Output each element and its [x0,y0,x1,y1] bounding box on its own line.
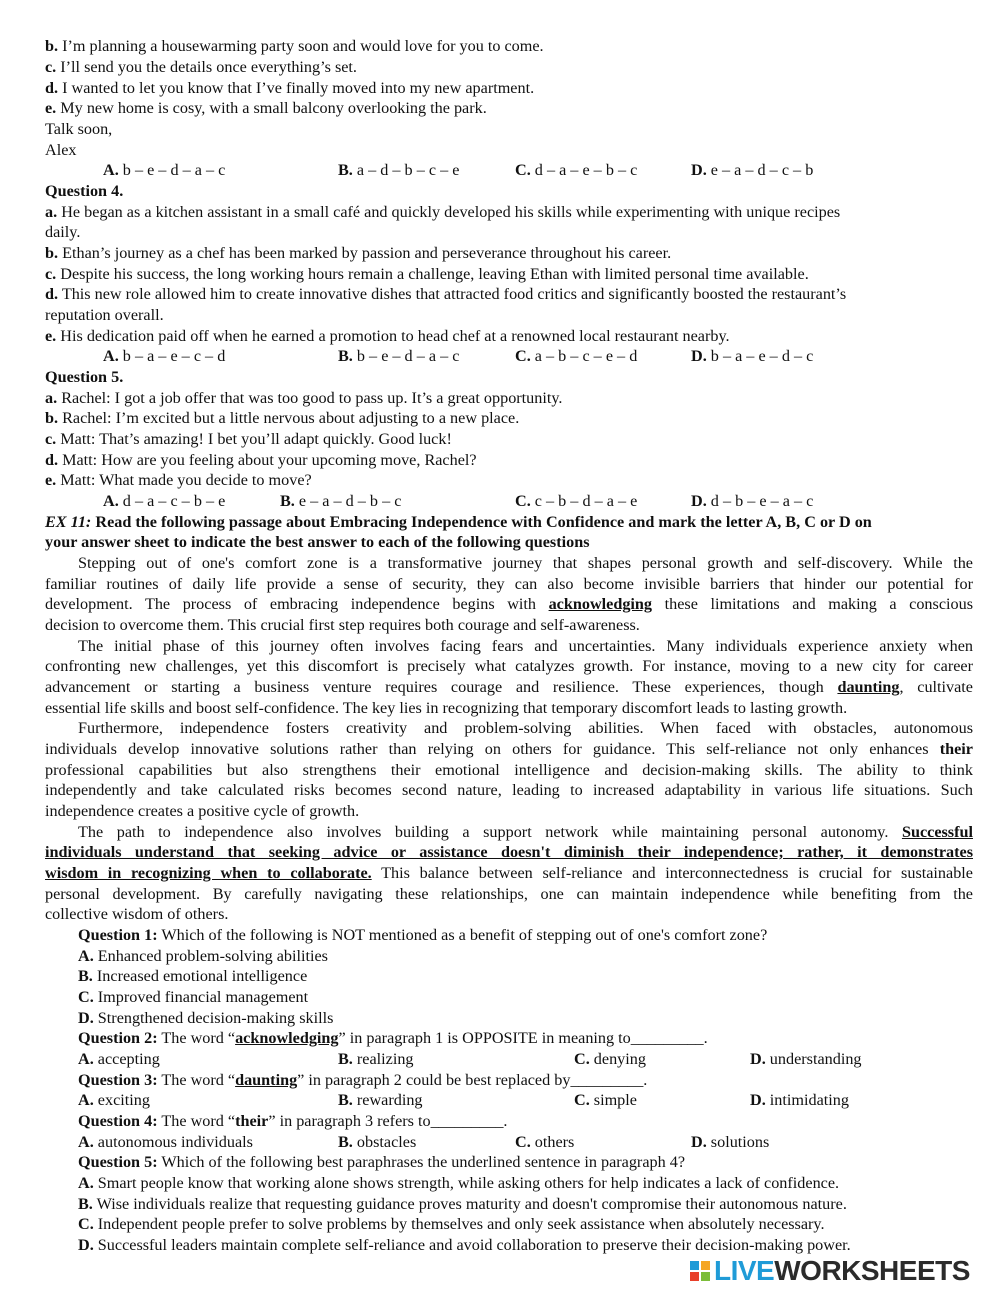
q4-line-d-cont: reputation overall. [45,306,164,324]
q4-line-b: b. Ethan’s journey as a chef has been marked by passion and perseverance throughout his career. [45,244,672,262]
q5-passage-option-d[interactable]: D. Successful leaders maintain complete self-reliance and avoid collaboration to preserve their decision-making power. [78,1236,851,1254]
passage-p3-line2: individuals develop innovative solutions rather than relying on others for guidance. This self-reliance not only enhances their [45,740,973,758]
liveworksheets-wordmark: LIVEWORKSHEETS [714,1255,970,1286]
q5-line-e: e. Matt: What made you decide to move? [45,471,312,489]
q4-option-a[interactable]: A. b – a – e – c – d [103,347,226,365]
bold-their: their [939,740,973,758]
q3-line-b: b. I’m planning a housewarming party soon and would love for you to come. [45,37,544,55]
q4-line-c: c. Despite his success, the long working hours remain a challenge, leaving Ethan with limited personal time available. [45,265,809,283]
q4-line-a: a. He began as a kitchen assistant in a small café and quickly developed his skills while experimenting with unique recipes [45,203,841,221]
q5-title: Question 5. [45,368,124,386]
passage-p3-line5: independence creates a positive cycle of growth. [45,802,360,820]
passage-p4-line1: The path to independence also involves building a support network while maintaining personal autonomy. Successful [78,823,973,841]
q4-passage-option-c[interactable]: C. others [515,1133,575,1151]
question-5: Question 5: Which of the following best paraphrases the underlined sentence in paragraph 4? [78,1153,686,1171]
q1-option-d[interactable]: D. Strengthened decision-making skills [78,1009,334,1027]
q1-option-b[interactable]: B. Increased emotional intelligence [78,967,308,985]
q1-option-c[interactable]: C. Improved financial management [78,988,309,1006]
q4-line-a-cont: daily. [45,223,81,241]
passage-p1-line1: Stepping out of one's comfort zone is a transformative journey that shapes personal growth and self-discovery. While the [78,554,973,572]
passage-p4-line4: personal development. By carefully navigating these relationships, one can maintain independence while benefiting from the [45,885,973,903]
q5-option-b[interactable]: B. e – a – d – b – c [280,492,402,510]
q5-line-c: c. Matt: That’s amazing! I bet you’ll adapt quickly. Good luck! [45,430,452,448]
q3-passage-option-d[interactable]: D. intimidating [750,1091,849,1109]
question-1: Question 1: Which of the following is NOT mentioned as a benefit of stepping out of one's comfort zone? [78,926,768,944]
q5-option-a[interactable]: A. d – a – c – b – e [103,492,226,510]
q2-option-a[interactable]: A. accepting [78,1050,160,1068]
passage-p1-line4: decision to overcome them. This crucial first step requires both courage and self-awareness. [45,616,640,634]
q5-passage-option-b[interactable]: B. Wise individuals realize that requesting guidance proves maturity and doesn't compromise their autonomous nature. [78,1195,847,1213]
q3-passage-option-c[interactable]: C. simple [574,1091,637,1109]
q4-passage-option-b[interactable]: B. obstacles [338,1133,417,1151]
ex11-heading: EX 11: Read the following passage about Embracing Independence with Confidence and mark the letter A, B, C or D on [45,513,872,531]
q5-line-d: d. Matt: How are you feeling about your upcoming move, Rachel? [45,451,477,469]
q3-line-e: e. My new home is cosy, with a small balcony overlooking the park. [45,99,487,117]
passage-p3-line4: independently and take calculated risks becomes second nature, leading to increased adaptability in various life situations. Such [45,781,973,799]
passage-p2-line3: advancement or starting a business venture requires courage and resilience. These experiences, though daunting, cultivate [45,678,973,696]
q3-passage-option-b[interactable]: B. rewarding [338,1091,423,1109]
q2-option-c[interactable]: C. denying [574,1050,646,1068]
q3-name: Alex [45,141,77,159]
q4-option-c[interactable]: C. a – b – c – e – d [515,347,638,365]
q5-passage-option-a[interactable]: A. Smart people know that working alone shows strength, while asking others for help indicates a lack of confidence. [78,1174,840,1192]
passage-p2-line4: essential life skills and boost self-confidence. The key lies in recognizing that temporary discomfort leads to lasting growth. [45,699,848,717]
passage-p1-line3: development. The process of embracing independence begins with acknowledging these limitations and making a conscious [45,595,973,613]
q3-signoff: Talk soon, [45,120,113,138]
passage-p3-line1: Furthermore, independence fosters creativity and problem-solving abilities. When faced with obstacles, autonomous [78,719,973,737]
q3-passage-option-a[interactable]: A. exciting [78,1091,150,1109]
liveworksheets-icon [690,1261,710,1281]
passage-p4-line3: wisdom in recognizing when to collaborate. This balance between self-reliance and interconnectedness is crucial for sustainable [45,864,973,882]
q4-option-d[interactable]: D. b – a – e – d – c [691,347,814,365]
q4-option-b[interactable]: B. b – e – d – a – c [338,347,460,365]
q5-option-c[interactable]: C. c – b – d – a – e [515,492,638,510]
q5-line-b: b. Rachel: I’m excited but a little nervous about adjusting to a new place. [45,409,520,427]
ex11-heading-cont: your answer sheet to indicate the best answer to each of the following questions [45,533,590,551]
q3-option-b[interactable]: B. a – d – b – c – e [338,161,460,179]
q5-option-d[interactable]: D. d – b – e – a – c [691,492,814,510]
passage-p3-line3: professional capabilities but also strengthens their emotional intelligence and decision-making skills. The ability to think [45,761,973,779]
question-4: Question 4: The word “their” in paragraph 3 refers to_________. [78,1112,508,1130]
underlined-daunting: daunting [837,678,900,696]
q1-option-a[interactable]: A. Enhanced problem-solving abilities [78,947,328,965]
q4-title: Question 4. [45,182,124,200]
underlined-acknowledging: acknowledging [548,595,653,613]
q4-line-e: e. His dedication paid off when he earned a promotion to head chef at a renowned local restaurant nearby. [45,327,730,345]
q4-passage-option-d[interactable]: D. solutions [691,1133,770,1151]
q3-line-d: d. I wanted to let you know that I’ve finally moved into my new apartment. [45,79,535,97]
q3-option-d[interactable]: D. e – a – d – c – b [691,161,814,179]
q4-line-d: d. This new role allowed him to create innovative dishes that attracted food critics and significantly boosted the restaurant’s [45,285,847,303]
q3-option-a[interactable]: A. b – e – d – a – c [103,161,226,179]
q3-option-c[interactable]: C. d – a – e – b – c [515,161,638,179]
passage-p2-line1: The initial phase of this journey often involves facing fears and uncertainties. Many individuals experience anxiety when [78,637,973,655]
q4-passage-option-a[interactable]: A. autonomous individuals [78,1133,253,1151]
passage-p2-line2: confronting new challenges, yet this discomfort is precisely what catalyzes growth. For instance, moving to a new city for career [45,657,973,675]
liveworksheets-logo [690,1256,970,1286]
q5-passage-option-c[interactable]: C. Independent people prefer to solve problems by themselves and only seek assistance when absolutely necessary. [78,1215,825,1233]
question-2: Question 2: The word “acknowledging” in paragraph 1 is OPPOSITE in meaning to_________. [78,1029,708,1047]
question-3: Question 3: The word “daunting” in paragraph 2 could be best replaced by_________. [78,1071,648,1089]
q2-option-d[interactable]: D. understanding [750,1050,862,1068]
q3-line-c: c. I’ll send you the details once everything’s set. [45,58,357,76]
passage-p4-line2: individuals understand that seeking advice or assistance doesn't diminish their independence; rather, it demonstrates [45,843,973,861]
passage-p1-line2: familiar routines of daily life provide a sense of security, they can also become invisible barriers that hinder our potential for [45,575,973,593]
passage-p4-line5: collective wisdom of others. [45,905,229,923]
q2-option-b[interactable]: B. realizing [338,1050,414,1068]
q5-line-a: a. Rachel: I got a job offer that was too good to pass up. It’s a great opportunity. [45,389,563,407]
